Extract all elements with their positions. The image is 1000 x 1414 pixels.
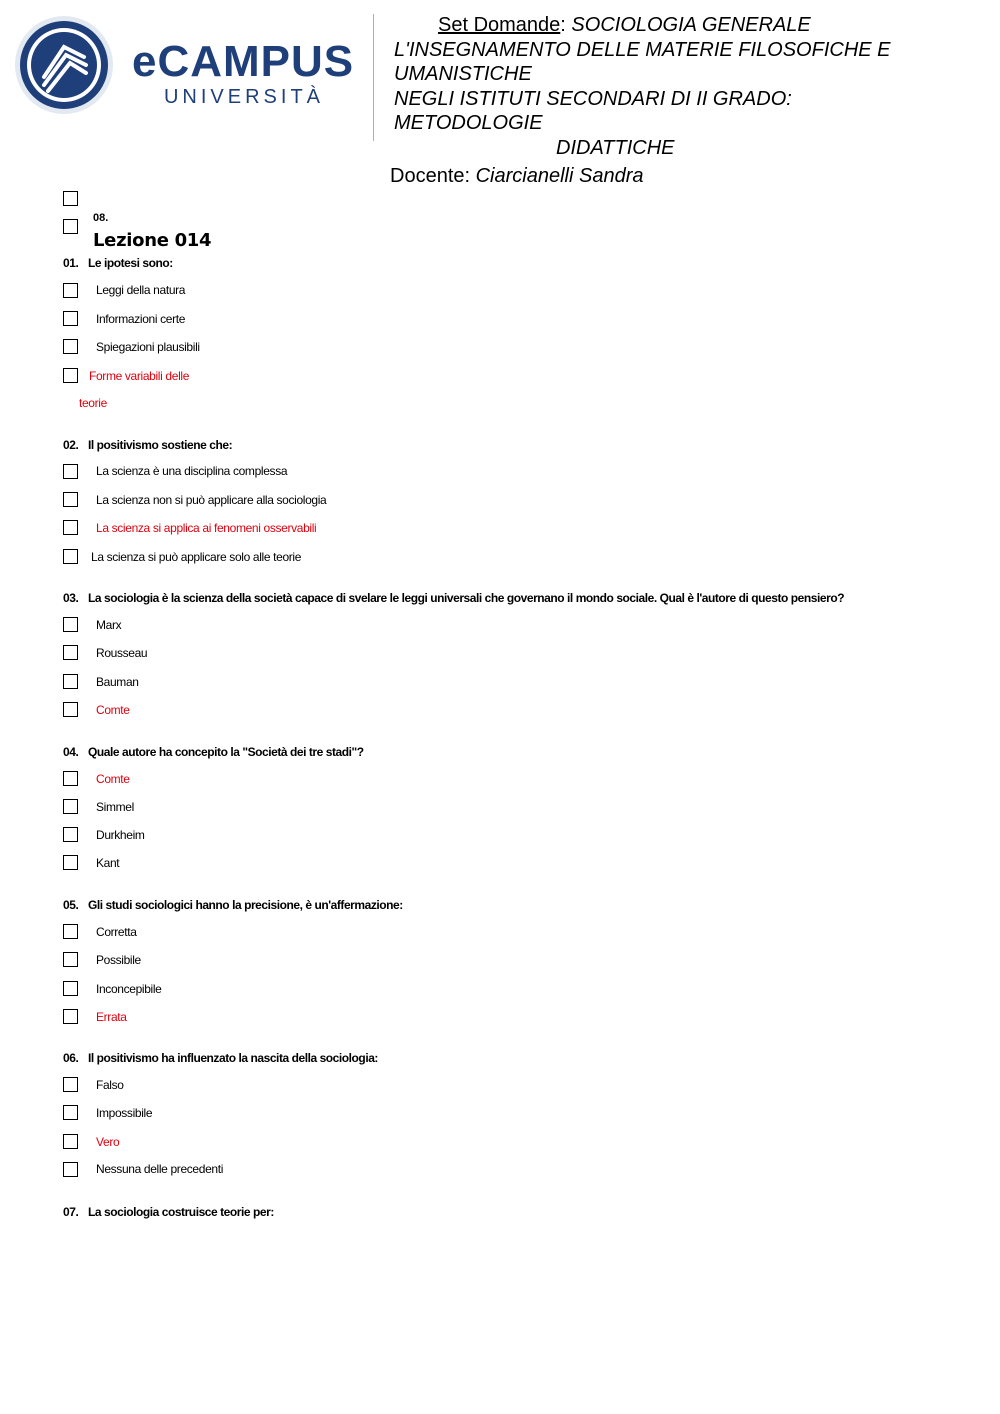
answer-checkbox[interactable]	[63, 368, 78, 383]
answer-checkbox[interactable]	[63, 1134, 78, 1149]
question-number: 04.	[63, 745, 79, 759]
answer-checkbox[interactable]	[63, 492, 78, 507]
answer-option: La scienza si può applicare solo alle teorie	[91, 550, 302, 564]
answer-checkbox[interactable]	[63, 799, 78, 814]
question	[63, 1051, 378, 1065]
checkbox[interactable]	[63, 191, 78, 206]
answer-checkbox[interactable]	[63, 981, 78, 996]
answer-option: Impossibile	[96, 1106, 153, 1120]
course-title-1: SOCIOLOGIA GENERALE	[571, 14, 811, 36]
question-number: 05.	[63, 898, 79, 912]
answer-checkbox[interactable]	[63, 339, 78, 354]
question-number: 02.	[63, 438, 79, 452]
answer-option: Kant	[96, 856, 120, 870]
question	[63, 591, 844, 605]
teacher-line	[390, 165, 643, 188]
set-colon: :	[560, 14, 566, 36]
answer-checkbox[interactable]	[63, 827, 78, 842]
answer-checkbox[interactable]	[63, 283, 78, 298]
answer-option: Falso	[96, 1078, 124, 1092]
question-text: Le ipotesi sono:	[88, 256, 173, 270]
course-title-3: UMANISTICHE	[394, 63, 532, 85]
course-title-4: NEGLI ISTITUTI SECONDARI DI II GRADO:	[394, 87, 792, 110]
course-title-6: DIDATTICHE	[556, 136, 675, 159]
question-number: 07.	[63, 1205, 79, 1219]
course-title-2: L'INSEGNAMENTO DELLE MATERIE FILOSOFICHE E	[394, 38, 891, 61]
answer-option: Leggi della natura	[96, 283, 186, 297]
answer-checkbox[interactable]	[63, 1105, 78, 1120]
answer-option: La scienza è una disciplina complessa	[96, 464, 288, 478]
answer-checkbox[interactable]	[63, 645, 78, 660]
teacher-name: Ciarcianelli Sandra	[475, 165, 644, 187]
answer-option: Inconcepibile	[96, 982, 162, 996]
answer-option-correct: Forme variabili delle	[89, 369, 190, 383]
question	[63, 1205, 274, 1219]
answer-option: Rousseau	[96, 646, 148, 660]
question	[63, 438, 232, 452]
ecampus-wordmark	[132, 37, 356, 109]
answer-checkbox[interactable]	[63, 771, 78, 786]
answer-checkbox[interactable]	[63, 702, 78, 717]
answer-option: Marx	[96, 618, 122, 632]
answer-checkbox[interactable]	[63, 1162, 78, 1177]
answer-option-correct: Comte	[96, 772, 130, 786]
ecampus-emblem-logo	[14, 15, 114, 115]
answer-option: Corretta	[96, 925, 137, 939]
question-text: Il positivismo ha influenzato la nascita della sociologia:	[88, 1051, 378, 1065]
answer-option-correct: Errata	[96, 1010, 127, 1024]
question	[63, 898, 403, 912]
answer-checkbox[interactable]	[63, 1009, 78, 1024]
answer-checkbox[interactable]	[63, 549, 78, 564]
question-text: Quale autore ha concepito la "Società dei tre stadi"?	[88, 745, 364, 759]
answer-option-correct: Comte	[96, 703, 130, 717]
brand-name: eCAMPUS	[132, 37, 355, 86]
answer-checkbox[interactable]	[63, 855, 78, 870]
lesson-number: 08.	[93, 212, 109, 224]
checkbox[interactable]	[63, 219, 78, 234]
answer-checkbox[interactable]	[63, 617, 78, 632]
answer-checkbox[interactable]	[63, 464, 78, 479]
answer-option: Durkheim	[96, 828, 145, 842]
answer-checkbox[interactable]	[63, 952, 78, 967]
brand-subtitle: UNIVERSITÀ	[163, 86, 325, 108]
answer-option: Possibile	[96, 953, 141, 967]
teacher-label: Docente:	[390, 165, 476, 187]
question-number: 03.	[63, 591, 79, 605]
answer-option: La scienza non si può applicare alla sociologia	[96, 493, 327, 507]
answer-option-correct-continued: teorie	[79, 396, 107, 410]
question-number: 06.	[63, 1051, 79, 1065]
answer-checkbox[interactable]	[63, 674, 78, 689]
header-divider	[373, 14, 374, 141]
course-header	[394, 13, 984, 160]
answer-option-correct: Vero	[96, 1135, 120, 1149]
question-text: Gli studi sociologici hanno la precisione, è un'affermazione:	[88, 898, 403, 912]
course-title-5: METODOLOGIE	[394, 112, 543, 134]
answer-checkbox[interactable]	[63, 924, 78, 939]
question	[63, 745, 364, 759]
question-number: 01.	[63, 256, 79, 270]
answer-checkbox[interactable]	[63, 1077, 78, 1092]
answer-option: Spiegazioni plausibili	[96, 340, 200, 354]
answer-checkbox[interactable]	[63, 311, 78, 326]
question-text: La sociologia è la scienza della società capace di svelare le leggi universali che governano il mondo sociale. Qual è l'autore di questo pensiero?	[88, 591, 845, 605]
answer-option: Simmel	[96, 800, 134, 814]
question-text: La sociologia costruisce teorie per:	[88, 1205, 274, 1219]
course-title-line	[394, 13, 984, 38]
answer-option: Nessuna delle precedenti	[96, 1162, 224, 1176]
set-label: Set Domande	[438, 14, 561, 36]
answer-option-correct: La scienza si applica ai fenomeni osservabili	[96, 521, 317, 535]
answer-option: Bauman	[96, 675, 139, 689]
answer-option: Informazioni certe	[96, 312, 186, 326]
question	[63, 256, 173, 270]
answer-checkbox[interactable]	[63, 520, 78, 535]
lesson-title: Lezione 014	[93, 230, 212, 251]
question-text: Il positivismo sostiene che:	[88, 438, 233, 452]
